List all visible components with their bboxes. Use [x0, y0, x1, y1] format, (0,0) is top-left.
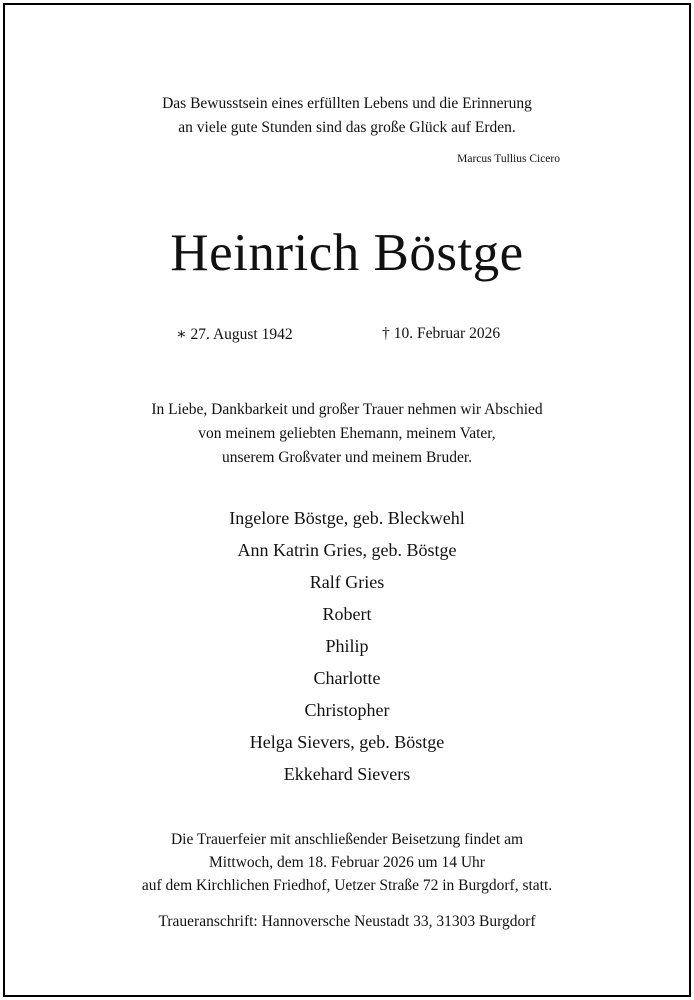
farewell-line: unserem Großvater und meinem Bruder. [221, 449, 473, 466]
birth-star-icon: ∗ [176, 326, 187, 343]
mourner-name: Helga Sievers, geb. Böstge [249, 732, 445, 752]
mourner-name: Ekkehard Sievers [283, 764, 411, 784]
quote-author: Marcus Tullius Cicero [457, 153, 560, 165]
birth-date-text: 27. August 1942 [190, 326, 293, 343]
birth-date [176, 325, 293, 344]
mourning-address: Traueranschrift: Hannoversche Neustadt 33, 31303 Burgdorf [158, 913, 536, 930]
farewell-line: von meinem geliebten Ehemann, meinem Vater, [198, 425, 496, 442]
service-line: auf dem Kirchlichen Friedhof, Uetzer Straße 72 in Burgdorf, statt. [141, 877, 553, 894]
mourner-name: Ingelore Böstge, geb. Bleckwehl [229, 508, 465, 528]
farewell-line: In Liebe, Dankbarkeit und großer Trauer nehmen wir Abschied [151, 401, 543, 418]
mourner-name: Robert [322, 604, 372, 624]
funeral-service-info [0, 828, 694, 897]
quote-line: Das Bewusstsein eines erfüllten Lebens und die Erinnerung [162, 95, 532, 112]
mourner-name: Ralf Gries [309, 572, 385, 592]
death-cross-icon: † [382, 325, 390, 342]
mourner-name: Philip [325, 636, 369, 656]
death-date-text: 10. Februar 2026 [393, 325, 501, 342]
quote [0, 92, 694, 140]
farewell-text [0, 398, 694, 470]
quote-line: an viele gute Stunden sind das große Glück auf Erden. [178, 119, 516, 136]
service-line: Die Trauerfeier mit anschließender Beisetzung findet am [170, 831, 524, 848]
death-date [382, 325, 500, 343]
mourners-list [0, 502, 694, 790]
mourner-name: Charlotte [313, 668, 381, 688]
deceased-name: Heinrich Böstge [170, 224, 524, 282]
mourner-name: Christopher [304, 700, 390, 720]
mourner-name: Ann Katrin Gries, geb. Böstge [237, 540, 457, 560]
service-line: Mittwoch, dem 18. Februar 2026 um 14 Uhr [209, 854, 485, 871]
